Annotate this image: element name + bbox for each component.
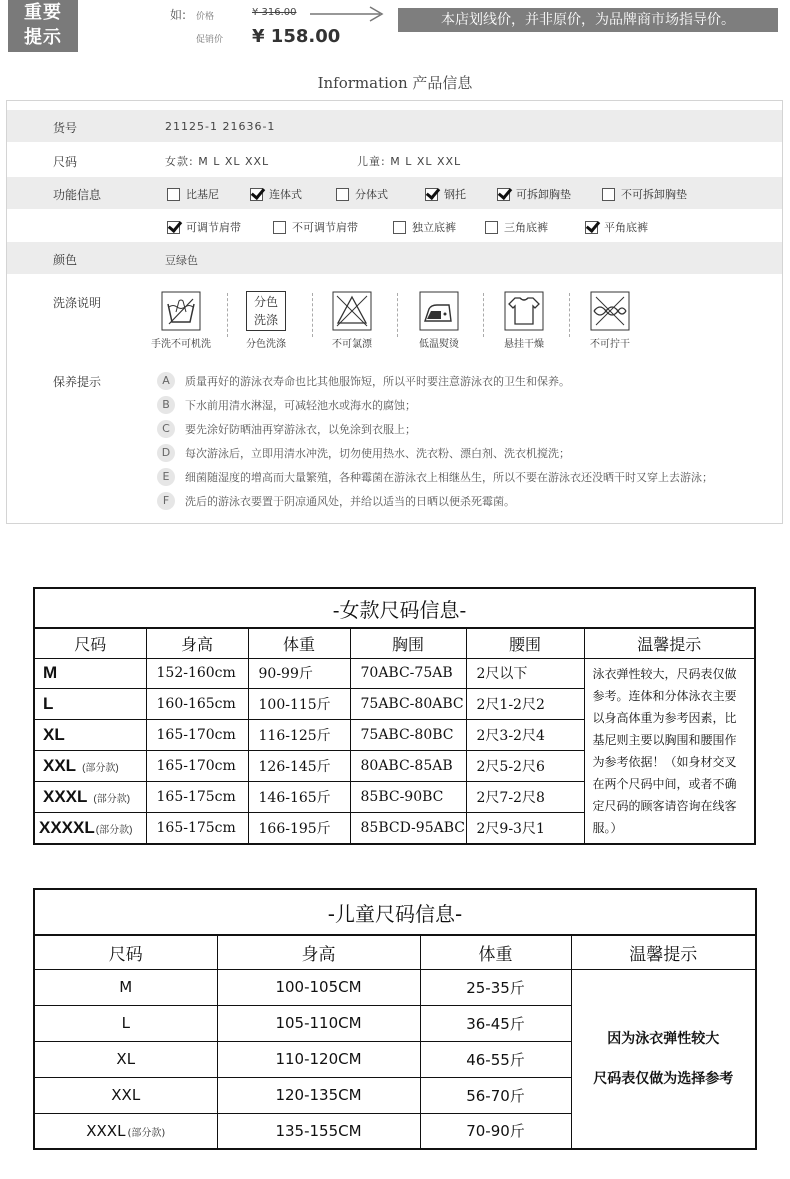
tip-letter: A [157,372,175,390]
chest-cell: 75ABC-80BC [350,720,466,751]
tip-text: 细菌随湿度的增高而大量繁殖，各种霉菌在游泳衣上相继丛生，所以不要在游泳衣还没晒干时又穿上去游泳； [185,471,713,484]
tip-letter: B [157,396,175,414]
function-option-label: 可拆卸胸垫 [516,188,571,201]
size-cell [34,813,146,844]
function-option [497,186,571,202]
wash-label: 洗涤说明 [53,296,102,310]
tip-letter: F [157,492,175,510]
chest-cell: 85BCD-95ABC [350,813,466,844]
checkbox-checked-icon [497,188,510,201]
weight-cell: 36-45斤 [420,1005,571,1041]
function-option [250,186,302,202]
checkbox-icon [602,188,615,201]
checkbox-checked-icon [425,188,438,201]
size-value: XXXL [86,1121,126,1140]
tip-letter: C [157,420,175,438]
column-header: 身高 [217,935,420,969]
function-option-label: 钢托 [444,188,466,201]
care-tip [157,444,570,462]
care-tip [157,396,416,414]
wash-item [226,291,306,350]
size-cell [34,689,146,720]
women-size-table [33,587,756,845]
partial-style-note: (部分款) [95,824,133,836]
promo-price: ¥ 158.00 [252,26,341,47]
function-option [167,186,219,202]
item-no-value: 21125-1 21636-1 [165,120,276,133]
weight-cell: 46-55斤 [420,1041,571,1077]
size-cell [34,1113,217,1149]
height-cell: 165-175cm [146,782,248,813]
function-option-label: 可调节肩带 [186,221,241,234]
weight-cell: 56-70斤 [420,1077,571,1113]
example-label: 如: [170,8,187,22]
waist-cell: 2尺以下 [466,658,584,689]
column-header: 温馨提示 [571,935,756,969]
tip-letter: E [157,468,175,486]
waist-cell: 2尺7-2尺8 [466,782,584,813]
size-value: XXXL [43,787,88,807]
function-option [167,219,241,235]
wash-item [399,291,479,350]
wash-item [570,291,650,350]
function-option [273,219,358,235]
function-label: 功能信息 [53,188,102,202]
item-no-label: 货号 [53,121,78,135]
partial-style-note: (部分款) [93,794,131,806]
tip-text: 每次游泳后，立即用清水冲洗，切勿使用热水、洗衣粉、漂白剂、洗衣机搅洗； [185,447,570,460]
wash-item [484,291,564,350]
important-notice-badge [8,0,78,52]
column-header: 胸围 [350,628,466,658]
tip-letter: D [157,444,175,462]
checkbox-icon [393,221,406,234]
column-header: 温馨提示 [584,628,755,658]
no-wring-icon [590,291,630,331]
tip-text: 要先涂好防晒油再穿游泳衣，以免涂到衣服上； [185,423,416,436]
size-value: XL [43,725,65,745]
chest-cell: 70ABC-75AB [350,658,466,689]
column-header: 尺码 [34,935,217,969]
waist-cell: 2尺5-2尺6 [466,751,584,782]
column-header: 体重 [248,628,350,658]
partial-style-note: (部分款) [127,1127,166,1139]
wash-caption: 手洗不可机洗 [151,339,211,350]
function-option [336,186,388,202]
size-value: XXXXL [39,817,95,837]
size-cell: L [34,1005,217,1041]
function-option-label: 不可调节肩带 [292,221,358,234]
row-strip [7,110,782,142]
checkbox-icon [336,188,349,201]
column-header: 体重 [420,935,571,969]
arrow-right-icon [308,4,388,24]
low-temp-iron-icon [419,291,459,331]
weight-cell: 100-115斤 [248,689,350,720]
height-cell: 165-170cm [146,720,248,751]
weight-cell: 25-35斤 [420,969,571,1005]
function-option-label: 分体式 [355,188,388,201]
size-women: 女款: M L XL XXL [165,155,270,168]
size-cell: XL [34,1041,217,1077]
function-option [393,219,456,235]
weight-cell: 166-195斤 [248,813,350,844]
table-title: -儿童尺码信息- [34,889,756,935]
tip-line-1: 因为泳衣弹性较大 [607,1030,720,1047]
column-header: 身高 [146,628,248,658]
care-tip [157,468,713,486]
checkbox-checked-icon [250,188,263,201]
function-option-label: 连体式 [269,188,302,201]
icon-text: 洗涤 [253,313,278,327]
divider [397,293,398,337]
weight-cell: 126-145斤 [248,751,350,782]
product-info-panel [6,100,783,524]
table-title: -女款尺码信息- [34,588,755,628]
size-value: XXL [43,756,77,776]
function-option-label: 不可拆卸胸垫 [621,188,687,201]
weight-cell: 116-125斤 [248,720,350,751]
checkbox-icon [167,188,180,201]
size-tip-note [571,969,756,1149]
height-cell: 152-160cm [146,658,248,689]
chest-cell: 85BC-90BC [350,782,466,813]
badge-line-2: 提示 [24,27,62,48]
wash-caption: 悬挂干燥 [504,339,544,350]
no-bleach-icon [332,291,372,331]
function-option [585,219,648,235]
size-tip-note: 泳衣弹性较大，尺码表仅做参考。连体和分体泳衣主要以身高体重为参考因素，比基尼则主要以胸围和腰围作为参考依据！（如身材交叉在两个尺码中间，或者不确定尺码的顾客请咨询在线客服。） [584,658,755,844]
height-cell: 105-110CM [217,1005,420,1041]
waist-cell: 2尺1-2尺2 [466,689,584,720]
kids-size-table [33,888,757,1150]
weight-cell: 146-165斤 [248,782,350,813]
size-value: M [43,663,58,683]
size-cell [34,782,146,813]
care-tip [157,492,515,510]
care-tip [157,420,416,438]
size-cell [34,751,146,782]
checkbox-checked-icon [585,221,598,234]
height-cell: 165-170cm [146,751,248,782]
function-option-label: 独立底裤 [412,221,456,234]
height-cell: 165-175cm [146,813,248,844]
no-machine-wash-icon [161,291,201,331]
height-cell: 135-155CM [217,1113,420,1149]
size-cell: XXL [34,1077,217,1113]
waist-cell: 2尺9-3尺1 [466,813,584,844]
hang-dry-icon [504,291,544,331]
partial-style-note: (部分款) [82,763,119,775]
original-price: ¥ 316.00 [252,7,297,18]
price-label: 价格 [196,12,215,22]
tip-text: 下水前用清水淋湿，可减轻池水或海水的腐蚀； [185,399,416,412]
size-cell: M [34,969,217,1005]
tip-text: 洗后的游泳衣要置于阴凉通风处，并给以适当的日晒以便杀死霉菌。 [185,495,515,508]
separate-color-wash-icon [246,291,286,331]
table-row [34,658,755,689]
waist-cell: 2尺3-2尺4 [466,720,584,751]
table-row [34,969,756,1005]
size-kids: 儿童: M L XL XXL [357,155,462,168]
size-cell [34,720,146,751]
function-option-label: 三角底裤 [504,221,548,234]
care-tip [157,372,570,390]
size-label: 尺码 [53,155,78,169]
function-option [485,219,548,235]
wash-item [312,291,392,350]
icon-text: 分色 [253,295,278,309]
row-strip [7,242,782,274]
color-value: 豆绿色 [165,254,198,267]
wash-caption: 不可拧干 [590,339,630,350]
wash-caption: 低温熨烫 [419,339,459,350]
height-cell: 100-105CM [217,969,420,1005]
function-option [425,186,466,202]
column-header: 尺码 [34,628,146,658]
page-title: Information 产品信息 [317,74,473,92]
function-option-label: 比基尼 [186,188,219,201]
tip-line-2: 尺码表仅做为选择参考 [593,1070,734,1087]
badge-line-1: 重要 [24,2,62,23]
chest-cell: 80ABC-85AB [350,751,466,782]
promo-price-label: 促销价 [196,35,224,45]
color-label: 颜色 [53,253,78,267]
checkbox-icon [485,221,498,234]
chest-cell: 75ABC-80ABC [350,689,466,720]
wash-caption: 分色洗涤 [246,339,286,350]
weight-cell: 70-90斤 [420,1113,571,1149]
column-header: 腰围 [466,628,584,658]
height-cell: 110-120CM [217,1041,420,1077]
checkbox-icon [273,221,286,234]
size-value: L [43,694,54,714]
weight-cell: 90-99斤 [248,658,350,689]
height-cell: 120-135CM [217,1077,420,1113]
function-option [602,186,687,202]
function-option-label: 平角底裤 [604,221,648,234]
price-disclaimer: 本店划线价，并非原价，为品牌商市场指导价。 [398,8,778,32]
size-cell [34,658,146,689]
wash-caption: 不可氯漂 [332,339,372,350]
tip-text: 质量再好的游泳衣寿命也比其他服饰短，所以平时要注意游泳衣的卫生和保养。 [185,375,570,388]
wash-item [141,291,221,350]
height-cell: 160-165cm [146,689,248,720]
checkbox-checked-icon [167,221,180,234]
care-label: 保养提示 [53,375,102,389]
